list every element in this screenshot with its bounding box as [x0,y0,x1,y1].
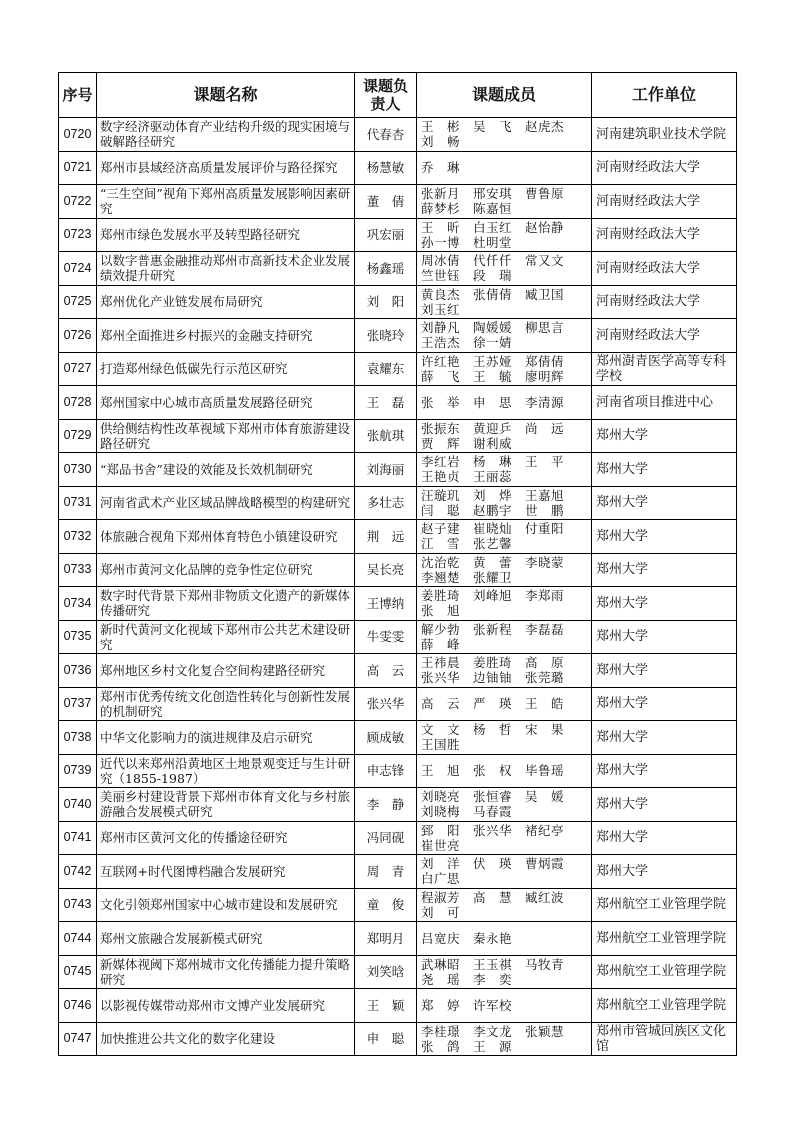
table-row [59,721,737,755]
project-members [417,754,592,788]
project-members [417,553,592,587]
project-title: 美丽乡村建设背景下郑州市体育文化与乡村旅游融合发展模式研究 [97,788,355,822]
project-title: 郑州全面推进乡村振兴的金融支持研究 [97,319,355,353]
table-row [59,486,737,520]
work-unit: 河南财经政法大学 [592,151,737,185]
project-title: 中华文化影响力的演进规律及启示研究 [97,721,355,755]
project-number: 0723 [59,218,97,252]
table-row [59,285,737,319]
member-line: 张新月 邢安琪 曹鲁原 [421,186,565,202]
table-row [59,151,737,185]
project-title: 体旅融合视角下郑州体育特色小镇建设研究 [97,520,355,554]
project-title: 河南省武术产业区域品牌战略模型的构建研究 [97,486,355,520]
project-members [417,955,592,989]
table-row [59,1022,737,1056]
project-number: 0738 [59,721,97,755]
project-members [417,620,592,654]
member-line: 刘玉红 [421,301,461,317]
table-row [59,922,737,956]
project-members [417,486,592,520]
project-title: 郑州市县域经济高质量发展评价与路径探究 [97,151,355,185]
work-unit: 河南财经政法大学 [592,185,737,219]
project-members [417,453,592,487]
work-unit: 郑州大学 [592,419,737,453]
project-members [417,520,592,554]
project-members [417,821,592,855]
project-number: 0737 [59,687,97,721]
project-members [417,654,592,688]
table-row [59,754,737,788]
member-line: 高 云 严 瑛 王 皓 [421,696,565,712]
project-members [417,1022,592,1056]
member-line: 李红岩 杨 琳 王 平 [421,454,565,470]
member-line: 周冰倩 代仟仟 常又文 [421,253,565,269]
project-leader: 王 磊 [355,386,417,420]
project-title: 郑州地区乡村文化复合空间构建路径研究 [97,654,355,688]
member-line: 闫 聪 赵鹏宇 世 鹏 [421,502,565,518]
work-unit: 郑州澍青医学高等专科学校 [592,352,737,386]
project-members [417,721,592,755]
member-line: 王 旭 张 权 毕鲁瑶 [421,763,565,779]
project-title: 郑州优化产业链发展布局研究 [97,285,355,319]
table-row [59,989,737,1023]
project-leader: 周 青 [355,855,417,889]
project-title: 新媒体视阈下郑州城市文化传播能力提升策略研究 [97,955,355,989]
project-leader: 王 颖 [355,989,417,1023]
table-row [59,185,737,219]
project-number: 0731 [59,486,97,520]
project-number: 0736 [59,654,97,688]
project-leader: 郑明月 [355,922,417,956]
project-number: 0733 [59,553,97,587]
header-no: 序号 [59,73,97,118]
member-line: 贾 辉 谢利威 [421,435,513,451]
project-number: 0746 [59,989,97,1023]
project-leader: 牛雯雯 [355,620,417,654]
project-leader: 申志锋 [355,754,417,788]
project-title: 郑州市黄河文化品牌的竞争性定位研究 [97,553,355,587]
work-unit: 郑州大学 [592,855,737,889]
member-line: 白广思 [421,871,461,887]
project-number: 0743 [59,888,97,922]
project-members [417,185,592,219]
member-line: 王国胜 [421,737,461,753]
project-leader: 多壮志 [355,486,417,520]
work-unit: 郑州航空工业管理学院 [592,955,737,989]
member-line: 张 旭 [421,603,461,619]
member-line: 王祎晨 姜胜琦 高 原 [421,655,565,671]
member-line: 刘 洋 伏 瑛 曹炳霞 [421,856,565,872]
work-unit: 河南财经政法大学 [592,319,737,353]
work-unit: 郑州大学 [592,486,737,520]
work-unit: 郑州大学 [592,587,737,621]
member-line: 王 昕 白玉红 赵怡静 [421,219,565,235]
member-line: 薛梦杉 陈嘉恒 [421,201,513,217]
member-line: 刘静凡 陶媛媛 柳思言 [421,320,565,336]
table-row [59,252,737,286]
project-leader: 李 静 [355,788,417,822]
project-leader: 杨鑫瑶 [355,252,417,286]
member-line: 程淑芳 高 慧 臧红波 [421,889,565,905]
work-unit: 郑州航空工业管理学院 [592,922,737,956]
table-row [59,352,737,386]
table-row [59,453,737,487]
table-row [59,386,737,420]
table-row [59,654,737,688]
project-leader: 代春杏 [355,118,417,152]
member-line: 姜胜琦 刘峰旭 李郑雨 [421,588,565,604]
project-members [417,587,592,621]
project-title: 新时代黄河文化视域下郑州市公共艺术建设研究 [97,620,355,654]
member-line: 王 彬 吴 飞 赵虎杰 [421,119,565,135]
project-members [417,888,592,922]
project-title: 郑州市优秀传统文化创造性转化与创新性发展的机制研究 [97,687,355,721]
project-leader: 高 云 [355,654,417,688]
project-members [417,419,592,453]
member-line: 张兴华 边铀铀 张莞璐 [421,670,565,686]
work-unit: 河南财经政法大学 [592,285,737,319]
member-line: 孙一博 杜明堂 [421,234,513,250]
project-number: 0720 [59,118,97,152]
table-row [59,620,737,654]
table-row [59,855,737,889]
work-unit: 郑州大学 [592,687,737,721]
project-leader: 张航琪 [355,419,417,453]
project-title: 文化引领郑州国家中心城市建设和发展研究 [97,888,355,922]
project-title: 郑州市区黄河文化的传播途径研究 [97,821,355,855]
project-title: 以数字普惠金融推动郑州市高新技术企业发展绩效提升研究 [97,252,355,286]
work-unit: 郑州大学 [592,721,737,755]
work-unit: 郑州大学 [592,553,737,587]
project-title: 供给侧结构性改革视域下郑州市体育旅游建设路径研究 [97,419,355,453]
project-number: 0739 [59,754,97,788]
work-unit: 郑州大学 [592,453,737,487]
work-unit: 郑州市管城回族区文化馆 [592,1022,737,1056]
project-members [417,285,592,319]
member-line: 李桂璟 李文龙 张颖慧 [421,1023,565,1039]
project-number: 0747 [59,1022,97,1056]
member-line: 沈治乾 黄 蕾 李晓蒙 [421,554,565,570]
work-unit: 郑州大学 [592,821,737,855]
project-number: 0745 [59,955,97,989]
project-members [417,386,592,420]
project-title: 郑州文旅融合发展新模式研究 [97,922,355,956]
project-number: 0729 [59,419,97,453]
project-title: “三生空间”视角下郑州高质量发展影响因素研究 [97,185,355,219]
project-leader: 张晓玲 [355,319,417,353]
project-members [417,218,592,252]
member-line: 尧 瑶 李 奕 [421,971,513,987]
member-line: 李翘楚 张耀卫 [421,569,513,585]
project-members [417,687,592,721]
project-title: 数字时代背景下郑州非物质文化遗产的新媒体传播研究 [97,587,355,621]
member-line: 薛 峰 [421,636,461,652]
project-leader: 刘笑晗 [355,955,417,989]
project-leader: 刘 阳 [355,285,417,319]
member-line: 解少勃 张新程 李磊磊 [421,621,565,637]
member-line: 刘 可 [421,904,461,920]
project-leader: 张兴华 [355,687,417,721]
header-unit: 工作单位 [592,73,737,118]
project-members [417,989,592,1023]
project-title: 数字经济驱动体育产业结构升级的现实困境与破解路径研究 [97,118,355,152]
project-number: 0722 [59,185,97,219]
project-members [417,151,592,185]
project-leader: 巩宏丽 [355,218,417,252]
project-title: 互联网+时代图博档融合发展研究 [97,855,355,889]
project-members [417,252,592,286]
work-unit: 河南省项目推进中心 [592,386,737,420]
project-members [417,788,592,822]
work-unit: 郑州大学 [592,754,737,788]
project-number: 0728 [59,386,97,420]
project-number: 0744 [59,922,97,956]
project-number: 0726 [59,319,97,353]
project-leader: 杨慧敏 [355,151,417,185]
member-line: 王浩杰 徐一婧 [421,335,513,351]
project-members [417,855,592,889]
project-number: 0721 [59,151,97,185]
table-row [59,520,737,554]
work-unit: 河南财经政法大学 [592,252,737,286]
project-leader: 顾成敏 [355,721,417,755]
project-title: 打造郑州绿色低碳先行示范区研究 [97,352,355,386]
project-leader: 童 俊 [355,888,417,922]
member-line: 武琳昭 王玉祺 马牧青 [421,956,565,972]
work-unit: 河南建筑职业技术学院 [592,118,737,152]
work-unit: 郑州大学 [592,620,737,654]
table-row [59,587,737,621]
project-number: 0734 [59,587,97,621]
table-row [59,319,737,353]
table-body [59,118,737,1056]
member-line: 崔世亮 [421,837,461,853]
work-unit: 郑州大学 [592,654,737,688]
member-line: 许红艳 王苏娅 郑倩倩 [421,353,565,369]
project-leader: 董 倩 [355,185,417,219]
member-line: 乔 琳 [421,160,461,176]
member-line: 郑 婷 许军校 [421,997,513,1013]
table-row [59,218,737,252]
table-row [59,419,737,453]
work-unit: 郑州航空工业管理学院 [592,888,737,922]
member-line: 王艳贞 王丽蕊 [421,469,513,485]
member-line: 郅 阳 张兴华 褚纪亭 [421,822,565,838]
project-leader: 刘海丽 [355,453,417,487]
member-line: 刘晓梅 马春霞 [421,804,513,820]
header-title: 课题名称 [97,73,355,118]
header-row [59,73,737,118]
project-members [417,922,592,956]
project-table [58,72,737,1056]
project-members [417,118,592,152]
member-line: 竺世钰 段 瑞 [421,268,513,284]
work-unit: 郑州大学 [592,788,737,822]
work-unit: 河南财经政法大学 [592,218,737,252]
member-line: 张振东 黄迎乒 尚 远 [421,420,565,436]
table-row [59,888,737,922]
project-number: 0727 [59,352,97,386]
project-leader: 袁耀东 [355,352,417,386]
project-leader: 冯同砚 [355,821,417,855]
project-number: 0735 [59,620,97,654]
project-members [417,319,592,353]
project-leader: 荆 远 [355,520,417,554]
project-leader: 申 聪 [355,1022,417,1056]
header-members: 课题成员 [417,73,592,118]
work-unit: 郑州大学 [592,520,737,554]
member-line: 刘晓亮 张恒睿 吴 媛 [421,789,565,805]
member-line: 张 鸽 王 源 [421,1038,513,1054]
project-number: 0742 [59,855,97,889]
project-members [417,352,592,386]
project-number: 0741 [59,821,97,855]
project-leader: 吴长亮 [355,553,417,587]
project-number: 0730 [59,453,97,487]
project-title: “郑品书舍”建设的效能及长效机制研究 [97,453,355,487]
member-line: 刘 畅 [421,134,461,150]
member-line: 张 举 申 思 李清源 [421,394,565,410]
project-title: 近代以来郑州沿黄地区土地景观变迁与生计研究（1855-1987） [97,754,355,788]
table-row [59,553,737,587]
project-leader: 王博纳 [355,587,417,621]
member-line: 文 文 杨 哲 宋 果 [421,722,565,738]
member-line: 汪璇玑 刘 烨 王嘉旭 [421,487,565,503]
project-title: 郑州市绿色发展水平及转型路径研究 [97,218,355,252]
table-row [59,821,737,855]
table-row [59,788,737,822]
project-title: 郑州国家中心城市高质量发展路径研究 [97,386,355,420]
work-unit: 郑州航空工业管理学院 [592,989,737,1023]
project-number: 0740 [59,788,97,822]
member-line: 薛 飞 王 毓 廖明辉 [421,368,565,384]
member-line: 黄良杰 张倩倩 臧卫国 [421,286,565,302]
project-number: 0732 [59,520,97,554]
project-number: 0724 [59,252,97,286]
header-lead: 课题负责人 [355,73,417,118]
table-row [59,687,737,721]
table-row [59,118,737,152]
member-line: 赵子建 崔晓灿 付重阳 [421,521,565,537]
project-title: 以影视传媒带动郑州市文博产业发展研究 [97,989,355,1023]
member-line: 吕宽庆 秦永艳 [421,930,513,946]
table-row [59,955,737,989]
member-line: 江 雪 张艺馨 [421,536,513,552]
project-title: 加快推进公共文化的数字化建设 [97,1022,355,1056]
project-number: 0725 [59,285,97,319]
